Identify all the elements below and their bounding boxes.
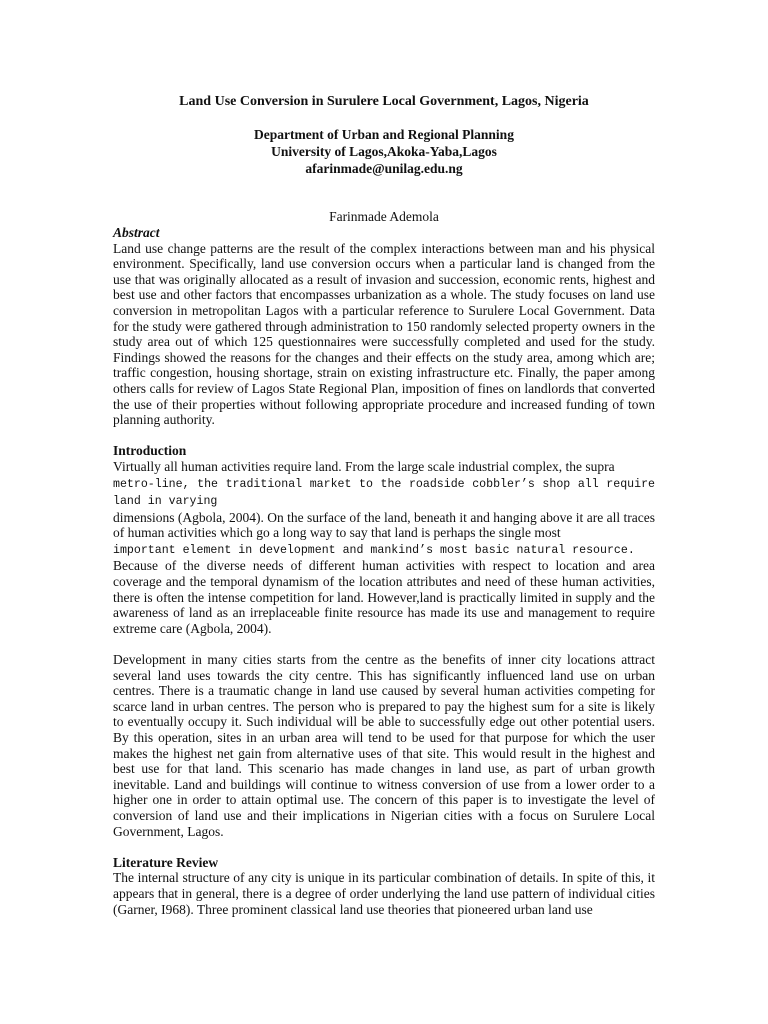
literature-review-text: The internal structure of any city is unique in its particular combination of details. In spite of this, it appears that in general, there is a degree of order underlying the land use pattern of individual cities (Garner, I968). Three prominent classical land use theories that pioneered urban land use — [113, 870, 655, 917]
affiliation-block — [0, 126, 768, 177]
intro-p1-mono-2: important element in development and mankind’s most basic natural resource. — [113, 543, 635, 557]
paragraph-gap — [113, 428, 655, 444]
email-line: afarinmade@unilag.edu.ng — [305, 161, 463, 176]
introduction-paragraph-3: Development in many cities starts from the centre as the benefits of inner city locations attract several land uses towards the city centre. This has significantly influenced land use on urban centres. There is a traumatic change in land use caused by several human activities competing for scarce land in urban centres. The person who is prepared to pay the highest sum for a site is likely to eventually occupy it. Such individual will be able to successfully edge out other potential users. By this operation, sites in an urban area will tend to be used for that purpose for which the user makes the highest net gain from alternative uses of that site. This would result in the highest and best use for that land. This scenario has made changes in land use, as part of urban growth inevitable. Land and buildings will continue to witness conversion of use from a lower order to a higher one in order to attain optimal use. The concern of this paper is to investigate the level of conversion of land use and their implications in Nigerian cities with a focus on Surulere Local Government, Lagos. — [113, 652, 655, 839]
introduction-heading: Introduction — [113, 443, 187, 459]
author-name: Farinmade Ademola — [329, 209, 439, 224]
department-line: Department of Urban and Regional Planning — [254, 127, 514, 142]
paper-title: Land Use Conversion in Surulere Local Government, Lagos, Nigeria — [179, 94, 589, 109]
intro-p1-a: Virtually all human activities require land. From the large scale industrial complex, the supra — [113, 458, 615, 474]
paragraph-gap — [113, 839, 655, 855]
introduction-paragraph-2: Because of the diverse needs of different human activities with respect to location and area coverage and the temporal dynamism of the location attributes and need of these human activities, there is often the intense competition for land. However,land is practically limited in supply and the awareness of land as an irreplaceable finite resource has made its use and management to require extreme care (Agbola, 2004). — [113, 558, 655, 636]
abstract-text: Land use change patterns are the result of the complex interactions between man and his physical environment. Specifically, land use conversion occurs when a particular land is changed from the use that was originally allocated as a result of invasion and succession, economic rents, highest and best use and other factors that encompasses urbanization as a whole. The study focuses on land use conversion in metropolitan Lagos with a particular reference to Surulere Local Government. Data for the study were gathered through administration to 150 randomly selected property owners in the study area out of which 125 questionnaires were successfully completed and used for the study. Findings showed the reasons for the changes and their effects on the study area, among which are; traffic congestion, housing shortage, strain on existing infrastructure etc. Finally, the paper among others calls for review of Lagos State Regional Plan, imposition of fines on landlords that converted the use of their properties without following appropriate procedure and increased funding of town planning authority. — [113, 240, 655, 428]
paper-body — [113, 225, 655, 917]
intro-p1-b: dimensions (Agbola, 2004). On the surface of the land, beneath it and hanging above it are all traces of human activities which go a long way to say that land is perhaps the single most — [113, 509, 655, 541]
university-line: University of Lagos,Akoka-Yaba,Lagos — [271, 144, 497, 159]
intro-p1-mono-1: metro-line, the traditional market to the roadside cobbler’s shop all require land in varying — [113, 477, 655, 509]
literature-review-heading: Literature Review — [113, 854, 219, 870]
paragraph-gap — [113, 636, 655, 652]
introduction-paragraph-1 — [113, 459, 655, 559]
abstract-heading: Abstract — [113, 225, 160, 240]
